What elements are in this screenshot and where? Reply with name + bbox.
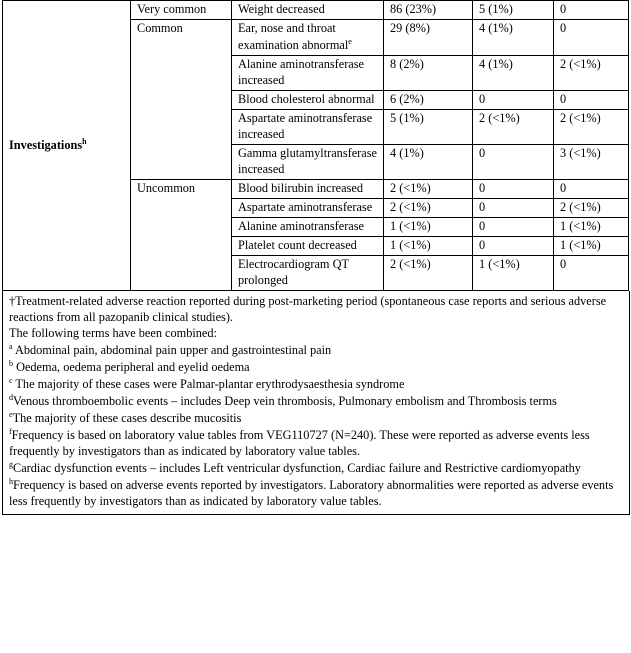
- footnote: [9, 410, 623, 427]
- frequency-cell: Very common: [131, 1, 232, 20]
- footnote: [9, 393, 623, 410]
- footnotes: [2, 291, 630, 516]
- footnote-text: Venous thromboembolic events – includes Deep vein thrombosis, Pulmonary embolism and Thrombosis terms: [13, 394, 557, 409]
- incidence-cell-3: 0: [554, 19, 629, 55]
- adverse-reactions-table: [2, 0, 629, 291]
- adverse-reaction-term-cell: [232, 255, 384, 290]
- incidence-cell-3: 3 (<1%): [554, 144, 629, 179]
- incidence-cell-2: 0: [473, 91, 554, 110]
- adverse-reaction-term-cell: [232, 19, 384, 55]
- incidence-cell-3: 0: [554, 255, 629, 290]
- footnote-marker: d: [9, 393, 13, 403]
- table-body: [3, 1, 629, 291]
- incidence-cell-3: 0: [554, 91, 629, 110]
- incidence-cell-2: 4 (1%): [473, 19, 554, 55]
- footnote-text: The majority of these cases describe mucositis: [12, 411, 242, 426]
- adverse-reaction-term: Electrocardiogram QT prolonged: [238, 256, 349, 287]
- adverse-reaction-term: Alanine aminotransferase increased: [238, 57, 364, 88]
- footnote-marker: e: [348, 36, 352, 46]
- incidence-cell-3: 1 (<1%): [554, 217, 629, 236]
- footnote-text: Frequency is based on adverse events reported by investigators. Laboratory abnormalities were reported as adverse events less frequently by investigators than as indicated by laboratory value tables.: [9, 478, 614, 509]
- incidence-cell-3: 2 (<1%): [554, 56, 629, 91]
- adverse-reaction-term-cell: [232, 217, 384, 236]
- footnote: [9, 376, 623, 393]
- incidence-cell-1: 1 (<1%): [384, 217, 473, 236]
- adverse-reaction-term-cell: [232, 179, 384, 198]
- footnote-marker: a: [9, 341, 13, 351]
- footnote: [9, 359, 623, 376]
- footnote-text: Cardiac dysfunction events – includes Left ventricular dysfunction, Cardiac failure and Restrictive cardiomyopathy: [13, 461, 581, 476]
- incidence-cell-1: 86 (23%): [384, 1, 473, 20]
- adverse-reaction-term: Platelet count decreased: [238, 237, 357, 252]
- adverse-reaction-term: Aspartate aminotransferase: [238, 199, 373, 214]
- adverse-reaction-term: Blood bilirubin increased: [238, 180, 363, 195]
- incidence-cell-2: 0: [473, 144, 554, 179]
- footnote-text: Frequency is based on laboratory value tables from VEG110727 (N=240). These were reported as adverse events less frequently by investigators than as indicated by laboratory value tables.: [9, 428, 590, 459]
- footnote-text: The following terms have been combined:: [9, 325, 217, 340]
- table-row: [3, 1, 629, 20]
- frequency-cell: Uncommon: [131, 179, 232, 290]
- incidence-cell-1: 4 (1%): [384, 144, 473, 179]
- footnote: [9, 477, 623, 510]
- footnote-marker: h: [9, 477, 13, 487]
- footnote-text: Oedema, oedema peripheral and eyelid oedema: [13, 359, 250, 374]
- adverse-reaction-term: Aspartate aminotransferase increased: [238, 111, 373, 141]
- footnote-marker: h: [82, 136, 87, 146]
- incidence-cell-3: 1 (<1%): [554, 236, 629, 255]
- footnote-marker: g: [9, 460, 13, 470]
- incidence-cell-2: 0: [473, 217, 554, 236]
- adverse-reaction-term: Alanine aminotransferase: [238, 218, 364, 233]
- adverse-reaction-term-cell: [232, 198, 384, 217]
- footnote: [9, 326, 623, 342]
- adverse-reaction-term: Blood cholesterol abnormal: [238, 92, 375, 107]
- frequency-cell: Common: [131, 19, 232, 179]
- footnote-marker: f: [9, 427, 12, 437]
- footnote-text: The majority of these cases were Palmar-plantar erythrodysaesthesia syndrome: [12, 377, 405, 392]
- footnote-text: †Treatment-related adverse reaction reported during post-marketing period (spontaneous case reports and serious adverse reactions from all pazopanib clinical studies).: [9, 293, 607, 324]
- system-organ-class-label: Investigations: [9, 137, 83, 152]
- incidence-cell-2: 0: [473, 236, 554, 255]
- footnote-marker: c: [9, 375, 13, 385]
- incidence-cell-1: 5 (1%): [384, 110, 473, 145]
- incidence-cell-2: 5 (1%): [473, 1, 554, 20]
- adverse-reaction-term-cell: [232, 110, 384, 145]
- incidence-cell-3: 2 (<1%): [554, 198, 629, 217]
- adverse-reaction-term-cell: [232, 91, 384, 110]
- incidence-cell-3: 0: [554, 179, 629, 198]
- incidence-cell-1: 8 (2%): [384, 56, 473, 91]
- footnote: [9, 342, 623, 359]
- adverse-reaction-term-cell: [232, 144, 384, 179]
- incidence-cell-2: 0: [473, 198, 554, 217]
- incidence-cell-2: 0: [473, 179, 554, 198]
- incidence-cell-1: 29 (8%): [384, 19, 473, 55]
- incidence-cell-2: 4 (1%): [473, 56, 554, 91]
- footnote-text: Abdominal pain, abdominal pain upper and gastrointestinal pain: [12, 342, 332, 357]
- incidence-cell-1: 2 (<1%): [384, 255, 473, 290]
- footnote: [9, 294, 623, 326]
- footnote-marker: b: [9, 358, 13, 368]
- incidence-cell-1: 2 (<1%): [384, 179, 473, 198]
- incidence-cell-3: 2 (<1%): [554, 110, 629, 145]
- incidence-cell-2: 2 (<1%): [473, 110, 554, 145]
- system-organ-class-cell: [3, 1, 131, 291]
- adverse-reaction-term: Ear, nose and throat examination abnormal: [238, 20, 349, 53]
- adverse-reaction-term-cell: [232, 1, 384, 20]
- incidence-cell-1: 6 (2%): [384, 91, 473, 110]
- incidence-cell-1: 1 (<1%): [384, 236, 473, 255]
- incidence-cell-1: 2 (<1%): [384, 198, 473, 217]
- adverse-reaction-term: Gamma glutamyltransferase increased: [238, 145, 377, 176]
- footnote-marker: e: [9, 410, 13, 420]
- incidence-cell-3: 0: [554, 1, 629, 20]
- footnote: [9, 427, 623, 460]
- adverse-reaction-term: Weight decreased: [238, 2, 325, 16]
- adverse-reaction-term-cell: [232, 236, 384, 255]
- incidence-cell-2: 1 (<1%): [473, 255, 554, 290]
- footnote: [9, 460, 623, 477]
- adverse-reaction-term-cell: [232, 56, 384, 91]
